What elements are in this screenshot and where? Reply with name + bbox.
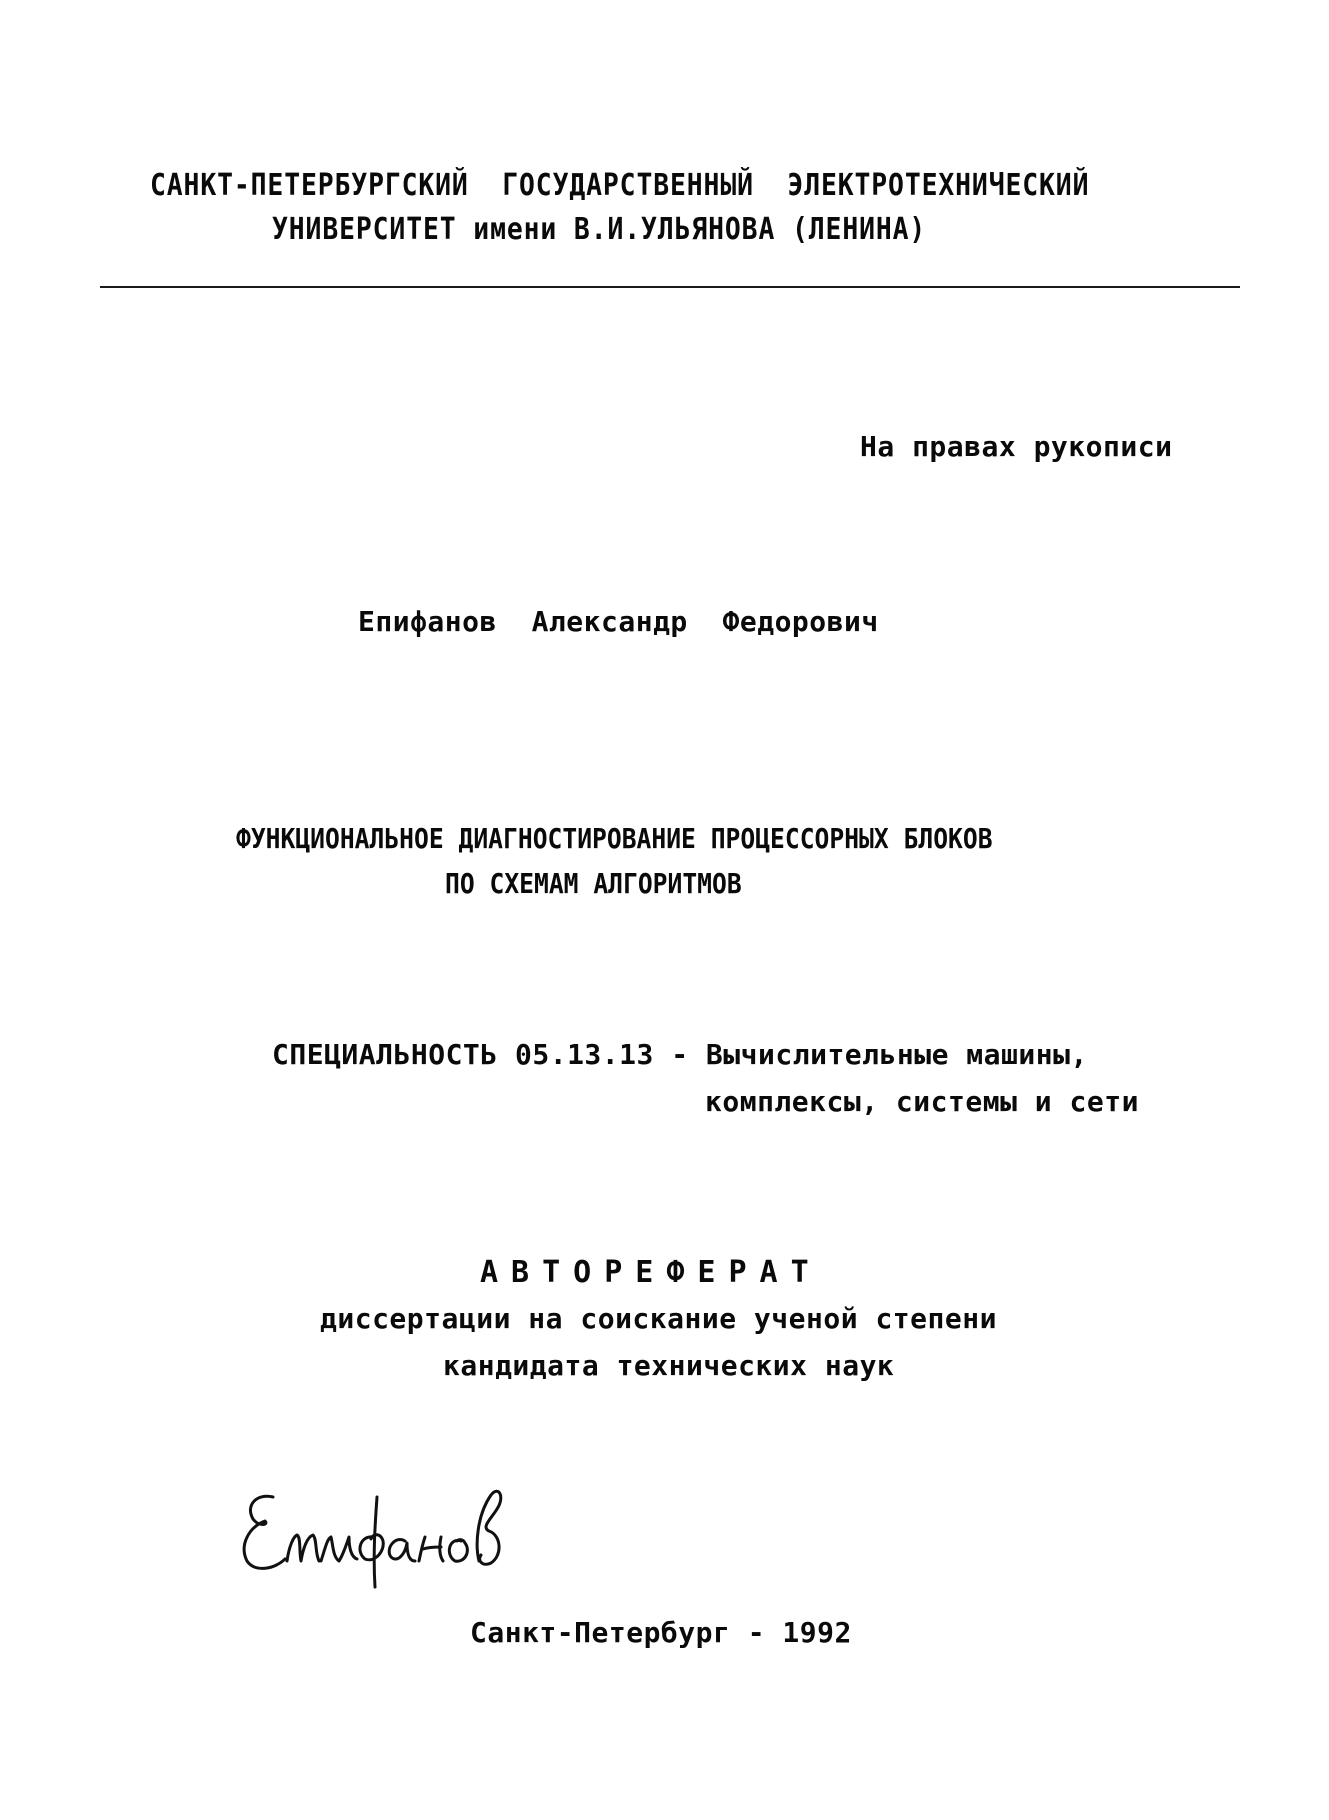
dissertation-title-line1: ФУНКЦИОНАЛЬНОЕ ДИАГНОСТИРОВАНИЕ ПРОЦЕССОРНЫХ БЛОКОВ [236,822,993,855]
university-name-line1: САНКТ-ПЕТЕРБУРГСКИЙ ГОСУДАРСТВЕННЫЙ ЭЛЕКТРОТЕХНИЧЕСКИЙ [150,168,1090,203]
dissertation-title-line2: ПО СХЕМАМ АЛГОРИТМОВ [445,867,742,900]
specialty-line2: комплексы, системы и сети [705,1085,1139,1118]
abstract-line1: диссертации на соискание ученой степени [320,1302,997,1335]
university-name-line2: УНИВЕРСИТЕТ имени В.И.УЛЬЯНОВА (ЛЕНИНА) [272,212,927,247]
manuscript-note: На правах рукописи [860,430,1173,463]
footer-place-year: Санкт-Петербург - 1992 [470,1616,852,1649]
abstract-line2: кандидата технических наук [443,1349,895,1382]
author-name: Епифанов Александр Федорович [358,605,879,638]
specialty-line1: СПЕЦИАЛЬНОСТЬ 05.13.13 - Вычислительные машины, [272,1038,1088,1071]
abstract-heading: АВТОРЕФЕРАТ [480,1255,822,1290]
author-signature [235,1475,510,1590]
header-divider [100,286,1240,288]
